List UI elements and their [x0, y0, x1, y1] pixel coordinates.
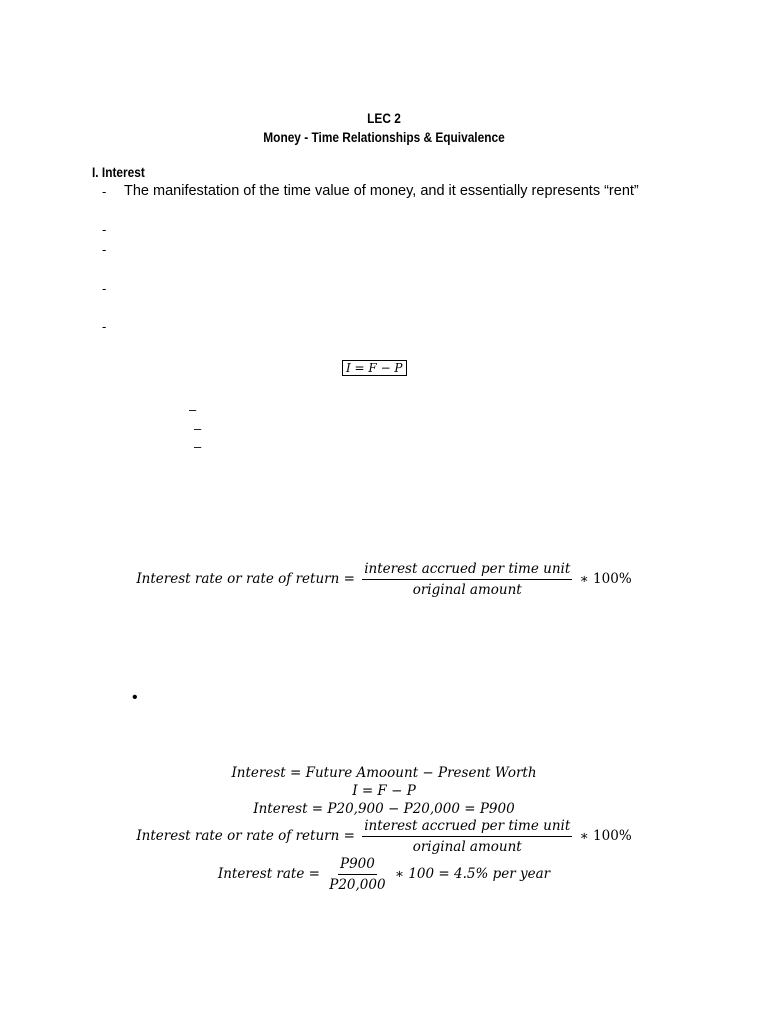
bullet-dot: • — [132, 689, 138, 706]
example-rate-denominator: original amount — [412, 839, 522, 855]
dash-marker: - — [102, 242, 107, 257]
dash-marker: - — [102, 319, 107, 334]
example-line-2: I = F − P — [352, 783, 416, 799]
rate-formula — [0, 561, 768, 598]
example-line-3: Interest = P20,900 − P20,000 = P900 — [253, 801, 515, 817]
boxed-formula: I = F − P — [342, 360, 407, 376]
example-final-fraction — [327, 856, 387, 893]
section-heading: I. Interest — [92, 165, 145, 180]
bullet-text: The manifestation of the time value of money, and it essentially represents “rent” — [124, 183, 639, 199]
example-rate-fraction — [362, 818, 572, 855]
example-rate-rhs: ∗ 100% — [579, 828, 632, 844]
example-rate-numerator: interest accrued per time unit — [362, 818, 572, 837]
dash-marker: - — [102, 281, 107, 296]
endash-marker: – — [194, 439, 202, 454]
rate-formula-denominator: original amount — [412, 582, 522, 598]
example-rate-lhs: Interest rate or rate of return = — [136, 828, 355, 844]
example-line-4 — [0, 818, 768, 855]
endash-marker: – — [194, 421, 202, 436]
example-line-5 — [0, 856, 768, 893]
lecture-number: LEC 2 — [367, 111, 401, 126]
rate-formula-fraction — [362, 561, 572, 598]
rate-formula-numerator: interest accrued per time unit — [362, 561, 572, 580]
dash-marker: - — [102, 184, 107, 199]
example-line-1: Interest = Future Amoount − Present Worth — [231, 765, 537, 781]
example-final-lhs: Interest rate = — [217, 866, 320, 882]
example-final-numerator: P900 — [338, 856, 377, 875]
example-final-rhs: ∗ 100 = 4.5% per year — [394, 866, 551, 882]
rate-formula-rhs: ∗ 100% — [579, 571, 632, 587]
page-title: Money - Time Relationships & Equivalence — [263, 130, 505, 145]
dash-marker: - — [102, 222, 107, 237]
example-final-denominator: P20,000 — [329, 877, 386, 893]
endash-marker: – — [189, 402, 197, 417]
rate-formula-lhs: Interest rate or rate of return = — [136, 571, 355, 587]
